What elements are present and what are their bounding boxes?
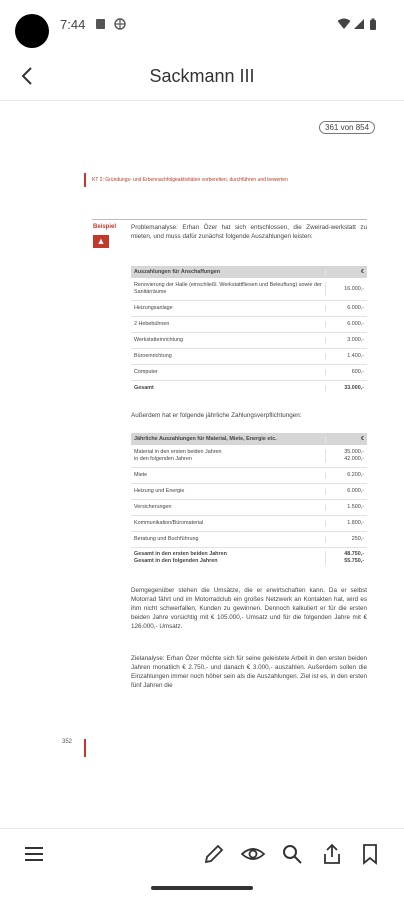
menu-icon[interactable] [22,842,46,866]
signal-icon [353,18,365,30]
table-cell: Material in den ersten beiden Jahren in den folgenden Jahren [131,449,326,463]
bookmark-icon[interactable] [358,842,382,866]
page-number: 352 [62,739,73,745]
table-cell-amount: 3.000,- [347,337,364,343]
table-row [131,333,367,349]
table-cell-amount: 35.000,- 42.000,- [344,449,364,462]
example-label: Beispiel [93,224,117,230]
app-bar [0,52,404,101]
table-cell-amount: 600,- [351,369,364,375]
document-page[interactable] [0,101,404,827]
table-cell: Renovierung der Halle (einschließl. Werkstattfliesen und Beleuftung) sowie der Sanitärräume [131,282,326,296]
table-cell: Kommunikation/Büromaterial [131,520,326,527]
table-row [131,301,367,317]
document-title: Sackmann III [149,66,255,86]
annual-payments-table [131,433,367,568]
intro-paragraph: Problemanalyse: Erhan Özer hat sich entschlossen, die Zweirad-werkstatt zu mieten, und muss dafür zunächst folgende Auszahlungen leisten: [131,224,367,240]
table-cell: Büroeinrichtung [131,353,326,360]
table-row [131,532,367,548]
table-row [131,500,367,516]
table-cell: Auszahlungen für Anschaffungen [131,269,326,276]
wifi-icon [337,18,351,30]
table-row [131,445,367,468]
search-icon[interactable] [280,842,304,866]
goal-paragraph: Zielanalyse: Erhan Özer möchte sich für seine geleistete Arbeit in den ersten beiden Jahren monatlich € 2.750,- und danach € 3.000,- auszahlen. Außerdem sollen die Einzahlungen immer noch höher sein als die Auszahlungen. Ziel ist es, in den ersten fünf Jahren die [131,655,367,689]
status-time: 7:44 [60,17,86,32]
table-cell-amount: 250,- [351,536,364,542]
table-total-row [131,548,367,568]
expenses-table [131,266,367,395]
table-cell: 2 Hebebühnen [131,321,326,328]
chapter-heading: KT 2: Gründungs- und Erbennachfolgeaktivitäten vorbereiten, durchführen und bewerten [84,173,370,187]
table-cell-amount: 48.750,- 55.750,- [344,551,364,564]
table-cell-amount: 6.200,- [347,472,364,478]
eye-icon[interactable] [241,842,265,866]
camera-cutout [15,14,49,48]
vpn-globe-icon [114,18,126,30]
table-cell: Heizung und Energie [131,488,326,495]
table-row [131,349,367,365]
table-cell-amount: € [361,435,364,442]
table-cell-amount: 16.000,- [344,285,364,292]
battery-icon [369,18,377,31]
revenue-paragraph: Demgegenüber stehen die Umsätze, die er erwirtschaften kann. Da er selbst Motorrad fährt und im Motorradclub ein großes Netzwerk an Kontakten hat, wird es ihm nicht schwerfallen, Kunden zu gewinnen. Dennoch kalkuliert er für die ersten beiden Jahre vorsichtig mit € 105.000,- Umsatz und für die folgenden Jahre mit € 126.000,- Umsatz. [131,587,367,630]
table-row [131,278,367,301]
table-cell-amount: 6.000,- [347,321,364,327]
divider [92,219,367,220]
mid-paragraph: Außerdem hat er folgende jährliche Zahlungsverpflichtungen: [131,412,302,419]
table-header [131,266,367,278]
page-marker [84,739,86,757]
table-cell-amount: 6.000,- [347,488,364,494]
table-header [131,433,367,445]
pen-icon[interactable] [202,842,226,866]
table-row [131,484,367,500]
table-cell: Versicherungen [131,504,326,511]
table-cell: Beratung und Buchführung [131,536,326,543]
table-cell: Jährliche Auszahlungen für Material, Miete, Energie etc. [131,436,326,443]
table-cell: Gesamt [131,385,326,392]
table-cell: Gesamt in den ersten beiden Jahren Gesamt in den folgenden Jahren [131,551,326,565]
table-cell: Computer [131,369,326,376]
table-cell-amount: € [361,268,364,275]
status-bar [0,0,404,44]
table-row [131,317,367,333]
table-cell-amount: 1.500,- [347,504,364,510]
table-row [131,365,367,381]
table-row [131,468,367,484]
home-indicator[interactable] [151,886,253,890]
table-total-row [131,381,367,395]
table-cell: Miete [131,472,326,479]
table-cell: Werkstatteinrichtung [131,337,326,344]
table-cell: Heizungsanlage [131,305,326,312]
bottom-toolbar [0,828,404,879]
share-icon[interactable] [320,842,344,866]
table-row [131,516,367,532]
sim-card-icon [95,18,106,30]
page-counter-badge: 361 von 854 [319,121,375,134]
table-cell-amount: 1.800,- [347,520,364,526]
table-cell-amount: 33.000,- [344,384,364,391]
example-icon: ▲ [93,235,109,248]
table-cell-amount: 6.000,- [347,305,364,311]
table-cell-amount: 1.400,- [347,353,364,359]
